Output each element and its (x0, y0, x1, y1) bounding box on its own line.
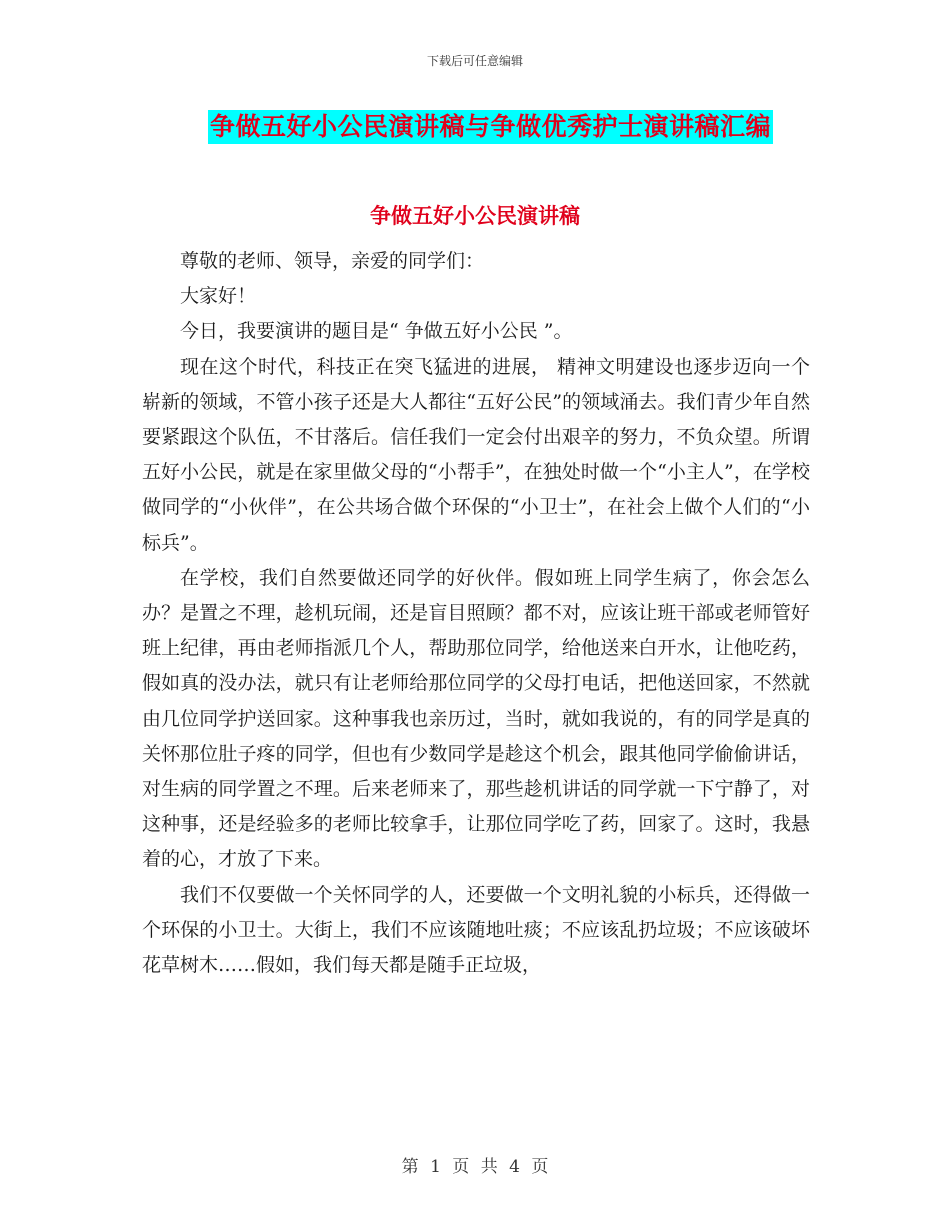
paragraph-greeting: 大家好！ (180, 285, 257, 308)
paragraph-salutation: 尊敬的老师、领导，亲爱的同学们： (180, 250, 485, 272)
paragraph-environment: 我们不仅要做一个关怀同学的人，还要做一个文明礼貌的小标兵，还得做一个环保的小卫士。大街上，我们不应该随地吐痰；不应该乱扔垃圾；不应该破坏花草树木……假如，我们每天都是随手正垃圾， (142, 883, 810, 977)
page-number: 第 1 页 共 4 页 (401, 1157, 549, 1177)
section-title: 争做五好小公民演讲稿 (370, 204, 580, 228)
paragraph-intro: 现在这个时代，科技正在突飞猛进的进展， 精神文明建设也逐步迈向一个崭新的领域，不管小孩子还是大人都往“五好公民”的领域涌去。我们青少年自然要紧跟这个队伍，不甘落后。信任我们一定会付出艰辛的努力，不负众望。所谓五好小公民，就是在家里做父母的“小帮手”，在独处时做一个“小主人”，在学校做同学的“小伙伴”，在公共场合做个环保的“小卫士”，在社会上做个人们的“小标兵”。 (142, 355, 810, 554)
document-title-container (208, 110, 773, 146)
paragraph-school: 在学校，我们自然要做还同学的好伙伴。假如班上同学生病了，你会怎么办？是置之不理，趁机玩闹，还是盲目照顾？都不对，应该让班干部或老师管好班上纪律，再由老师指派几个人，帮助那位同学，给他送来白开水，让他吃药，假如真的没办法，就只有让老师给那位同学的父母打电话，把他送回家，不然就由几位同学护送回家。这种事我也亲历过，当时，就如我说的，有的同学是真的关怀那位肚子疼的同学，但也有少数同学是趁这个机会，跟其他同学偷偷讲话，对生病的同学置之不理。后来老师来了，那些趁机讲话的同学就一下宁静了，对这种事，还是经验多的老师比较拿手，让那位同学吃了药，回家了。这时，我悬着的心，才放了下来。 (142, 566, 810, 871)
paragraph-topic: 今日，我要演讲的题目是“ 争做五好小公民 ”。 (180, 320, 573, 343)
document-title: 争做五好小公民演讲稿与争做优秀护士演讲稿汇编 (208, 110, 773, 144)
document-body (142, 244, 810, 983)
header-note: 下载后可任意编辑 (426, 54, 523, 68)
